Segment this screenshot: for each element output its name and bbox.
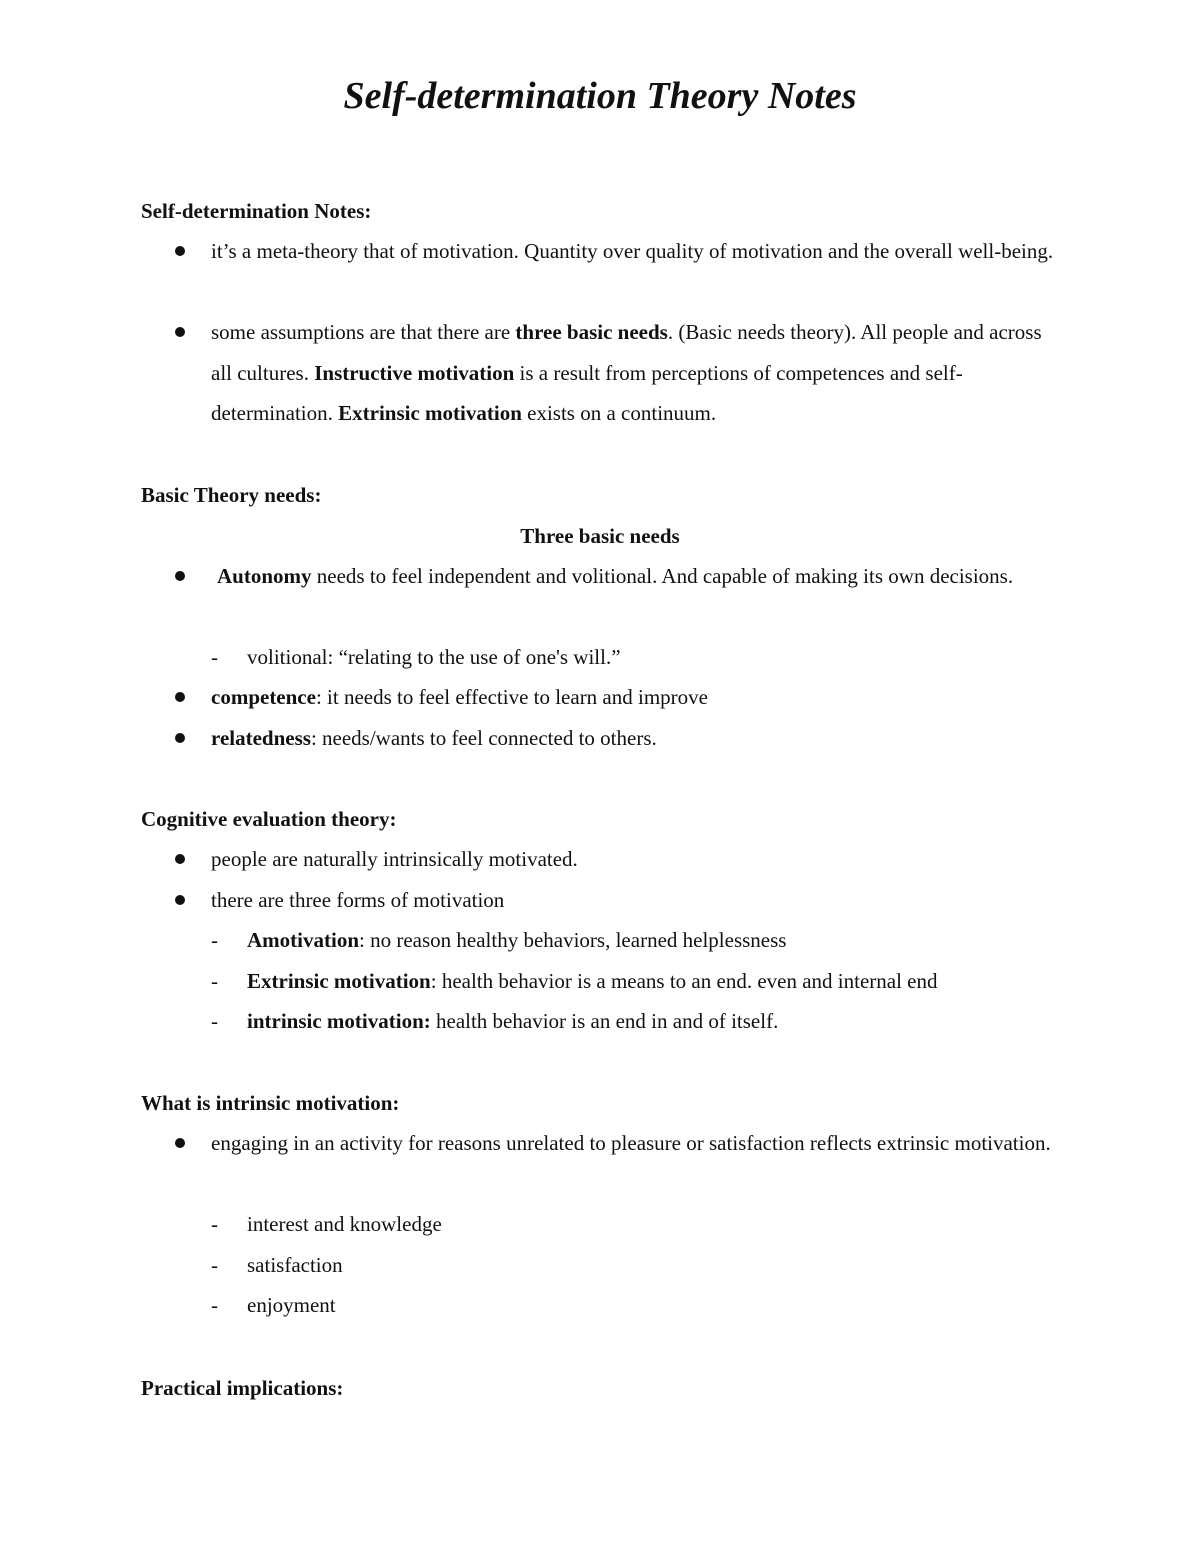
sub-list-item bbox=[211, 1204, 442, 1245]
bold-term: Amotivation bbox=[247, 928, 359, 952]
dash-marker: - bbox=[211, 928, 218, 952]
bullet-text: some assumptions are that there are bbox=[211, 320, 516, 344]
bullet-text: . (Basic needs theory). All people and across all cultures. bbox=[211, 320, 1042, 385]
bold-term: three basic needs bbox=[515, 320, 668, 344]
document-title: Self-determination Theory Notes bbox=[343, 75, 857, 117]
bullet-icon bbox=[175, 854, 185, 864]
list-item bbox=[211, 718, 1061, 759]
sub-list-item bbox=[211, 961, 938, 1002]
bullet-icon bbox=[175, 246, 185, 256]
list-item bbox=[211, 880, 1061, 921]
bullet-text: exists on a continuum. bbox=[521, 401, 717, 425]
sub-item-text: volitional: “relating to the use of one's will.” bbox=[247, 645, 621, 669]
dash-marker: - bbox=[211, 1212, 218, 1236]
sub-item-text: : no reason healthy behaviors, learned helplessness bbox=[359, 928, 787, 952]
bold-term: Instructive motivation bbox=[314, 360, 515, 385]
sub-item-text: enjoyment bbox=[247, 1293, 336, 1317]
bold-term: intrinsic motivation: bbox=[247, 1009, 431, 1033]
sub-item-text: satisfaction bbox=[247, 1253, 343, 1277]
list-item bbox=[211, 231, 1061, 272]
bullet-text: there are three forms of motivation bbox=[211, 888, 505, 912]
heading-basic-theory-needs: Basic Theory needs: bbox=[141, 483, 322, 507]
dash-marker: - bbox=[211, 969, 218, 993]
heading-what-is-intrinsic-motivation: What is intrinsic motivation: bbox=[141, 1091, 400, 1115]
dash-marker: - bbox=[211, 1253, 218, 1277]
list-item bbox=[211, 312, 1061, 434]
bullet-icon bbox=[175, 733, 185, 743]
sub-item-text: interest and knowledge bbox=[247, 1212, 442, 1236]
bullet-icon bbox=[175, 1138, 185, 1148]
sub-list-item bbox=[211, 920, 786, 961]
list-item bbox=[211, 839, 1061, 880]
bullet-text: is a result from perceptions of competences and self-determination. bbox=[211, 360, 963, 425]
bullet-text: engaging in an activity for reasons unrelated to pleasure or satisfaction reflects extrinsic motivation. bbox=[211, 1131, 1051, 1155]
dash-marker: - bbox=[211, 1009, 218, 1033]
bold-term: Extrinsic motivation bbox=[338, 401, 522, 425]
bullet-icon bbox=[175, 571, 185, 581]
subheading-three-basic-needs: Three basic needs bbox=[520, 524, 680, 548]
bold-term: Autonomy bbox=[217, 564, 312, 588]
bold-term: relatedness bbox=[211, 726, 311, 750]
list-item bbox=[211, 677, 1061, 718]
bullet-text: : it needs to feel effective to learn and improve bbox=[315, 685, 708, 709]
heading-self-determination-notes: Self-determination Notes: bbox=[141, 199, 372, 223]
list-item bbox=[211, 556, 1061, 597]
bullet-text: people are naturally intrinsically motivated. bbox=[211, 847, 578, 871]
heading-cognitive-evaluation-theory: Cognitive evaluation theory: bbox=[141, 807, 397, 831]
sub-item-text: : health behavior is a means to an end. even and internal end bbox=[430, 969, 938, 993]
bullet-text: it’s a meta-theory that of motivation. Quantity over quality of motivation and the overall well-being. bbox=[211, 239, 1054, 263]
bullet-icon bbox=[175, 692, 185, 702]
sub-list-item bbox=[211, 1285, 336, 1326]
sub-item-text: health behavior is an end in and of itself. bbox=[430, 1009, 779, 1033]
list-item bbox=[211, 1123, 1061, 1164]
bullet-text: needs to feel independent and volitional. And capable of making its own decisions. bbox=[311, 564, 1014, 588]
bullet-icon bbox=[175, 327, 185, 337]
bullet-icon bbox=[175, 895, 185, 905]
heading-practical-implications: Practical implications: bbox=[141, 1376, 344, 1400]
dash-marker: - bbox=[211, 645, 218, 669]
sub-list-item bbox=[211, 1245, 343, 1286]
bold-term: Extrinsic motivation bbox=[247, 969, 431, 993]
bullet-text: : needs/wants to feel connected to others. bbox=[310, 726, 657, 750]
sub-list-item bbox=[211, 637, 621, 678]
dash-marker: - bbox=[211, 1293, 218, 1317]
sub-list-item bbox=[211, 1001, 778, 1042]
bold-term: competence bbox=[211, 685, 316, 709]
